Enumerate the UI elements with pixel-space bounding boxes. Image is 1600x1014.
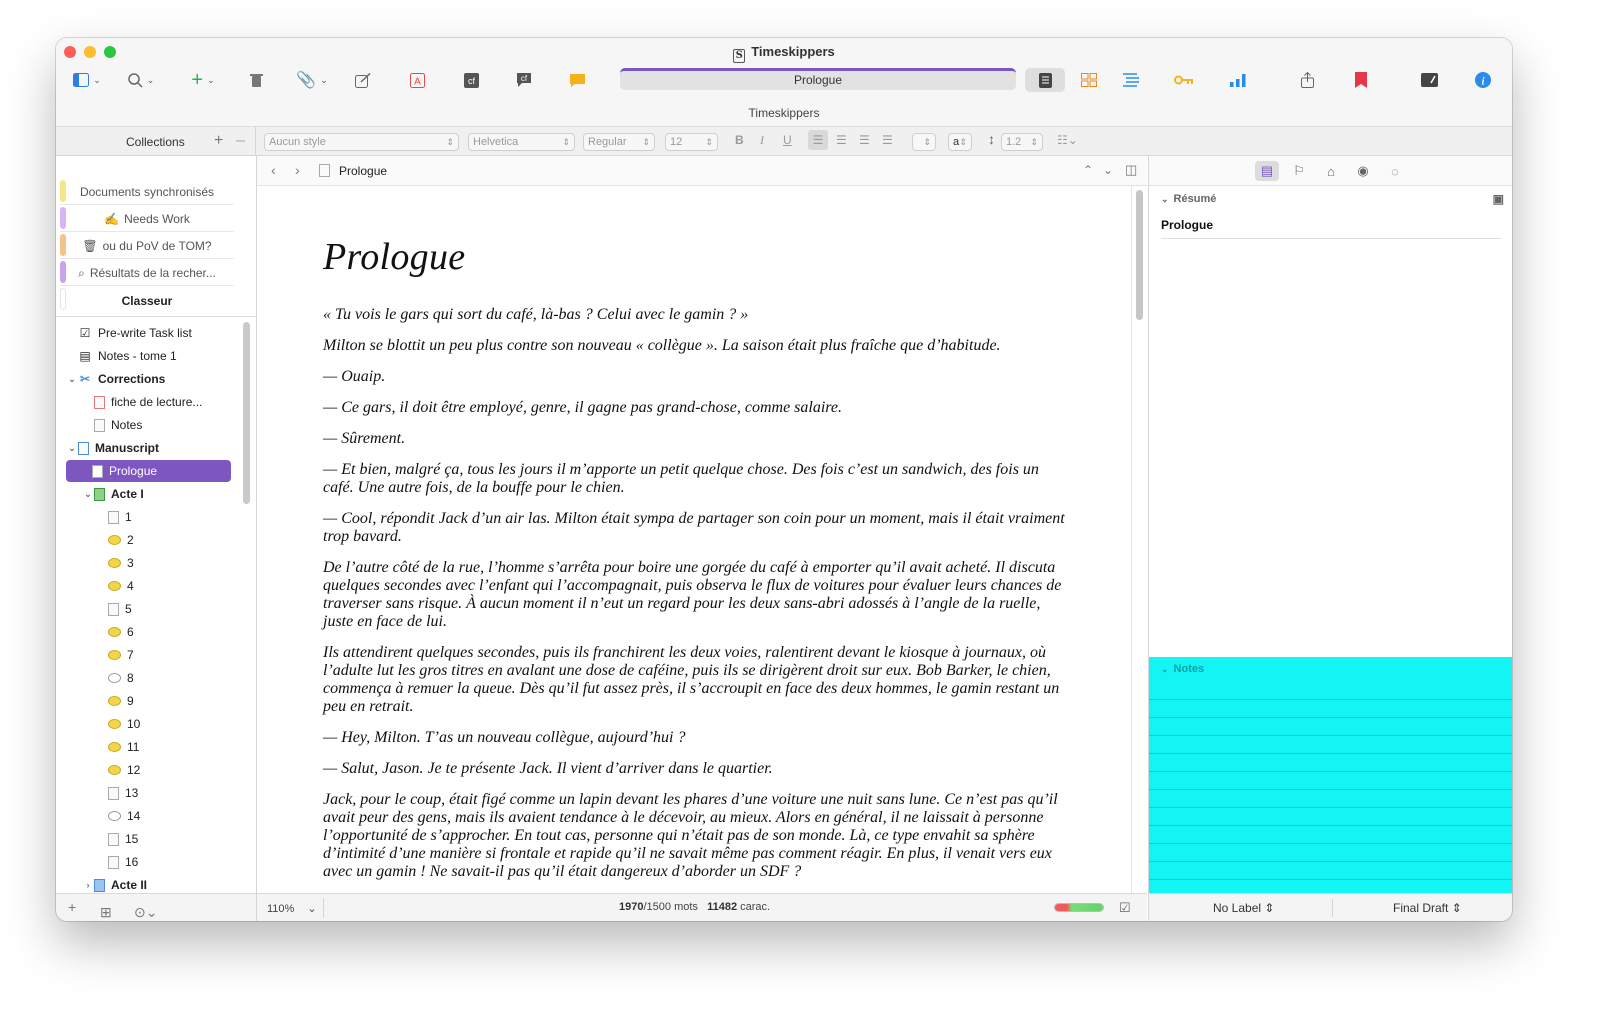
binder-item-scene[interactable] [66,621,231,643]
target-progress-fill [1055,904,1103,911]
binder-item-label: 9 [127,694,134,708]
chevron-down-icon: ⌄ [307,903,317,915]
composition-mode-button[interactable] [1418,68,1440,92]
collection-label: Needs Work [124,212,190,226]
comment-button[interactable] [566,68,588,92]
document-icon [108,787,119,800]
svg-text:A: A [413,76,421,87]
split-view-icon: ◫ [1125,162,1138,177]
document-title-bar[interactable]: Prologue [620,68,1016,90]
inspector-tabs [1149,156,1512,186]
collections-header [56,127,256,156]
share-icon [1301,72,1314,88]
paragraph: — Cool, répondit Jack d’un air las. Milton était sympa de partager son coin pour un moment, mais il était vraiment trop bavard. [323,510,1065,545]
keywords-button[interactable] [1172,68,1196,92]
list-icon: ☷⌄ [1057,133,1078,147]
paragraph: — Ouaip. [323,368,386,385]
binder-item-label: 10 [127,717,141,731]
binder-item-notes-tome[interactable] [66,345,231,367]
binder-item-scene[interactable] [66,759,231,781]
split-editor-button[interactable] [1125,162,1137,178]
speech-bubble-icon: ◌ [1391,163,1399,179]
comment-bubble-icon [108,719,121,729]
binder-item-label: Pre-write Task list [98,326,192,340]
binder-item-scene[interactable] [66,506,231,528]
outline-icon [1123,73,1139,87]
app-icon: S [733,49,745,63]
chevron-down-icon: ⌄ [1161,664,1169,674]
collection-label: Résultats de la recher... [89,266,216,280]
binder-item-label: 4 [127,579,134,593]
binder-item-fiche[interactable] [66,391,231,413]
collection-label: Classeur [121,293,173,308]
collection-label: Documents synchronisés [79,185,215,199]
inspector-toggle-button[interactable] [1472,68,1494,92]
document-icon [92,465,103,478]
project-subtitle: Timeskippers [748,106,820,120]
back-button[interactable] [271,162,276,178]
search-button[interactable]: ⌄ [122,68,160,92]
checkbox-icon: ☑ [79,326,91,340]
svg-text:i: i [1481,75,1485,88]
target-progress-bar [1054,903,1104,912]
binder-item-label: 5 [125,602,132,616]
word-count [619,901,770,913]
justify-icon: ☰ [882,133,893,147]
comment-cf-button[interactable] [513,68,535,92]
text-format-button[interactable] [406,68,428,92]
binder-item-scene[interactable] [66,529,231,551]
bold-button[interactable]: B [735,133,744,147]
chevron-left-icon: ‹ [271,162,276,178]
chevron-right-icon: › [295,162,300,178]
binder-item-label: 2 [127,533,134,547]
align-center-icon: ☰ [836,133,847,147]
comment-bubble-icon [108,742,121,752]
align-left-icon: ☰ [812,133,824,147]
binder-item-scene[interactable] [66,851,231,873]
line-spacing-select[interactable]: 1.2 ⇕ [1001,133,1043,151]
comment-bubble-icon [108,696,121,706]
disclosure-chevron-icon[interactable]: ⌄ [68,373,76,384]
comment-bubble-outline-icon [108,673,121,683]
divider [56,316,256,317]
binder-item-scene[interactable] [66,782,231,804]
disclosure-chevron-icon[interactable]: › [86,880,90,890]
sidebar [56,156,257,893]
comment-bubble-icon [108,558,121,568]
justify-button[interactable] [882,133,893,147]
toolbar [56,66,1512,96]
add-icon: + [191,68,204,91]
zoom-value: 110% [267,903,295,915]
document-icon [94,419,105,432]
camera-icon: ◉ [1357,163,1369,178]
binder-item-scene[interactable] [66,575,231,597]
status-value: Final Draft [1393,901,1449,915]
document-view-button[interactable] [1034,68,1056,92]
comment-bubble-icon [108,627,121,637]
highlight-color-select[interactable] [912,133,936,151]
paragraph: — Salut, Jason. Je te présente Jack. Il vient d’arriver dans le quartier. [323,760,773,777]
bookmark-button[interactable] [1350,68,1372,92]
collection-binder[interactable] [60,288,234,313]
target-button[interactable] [1119,900,1131,916]
word-target: /1500 mots [643,901,698,913]
document-icon [319,164,330,177]
paragraph: — Et bien, malgré ça, tous les jours il m’apporte un petit quelque chose. Des fois c’est un sandwich, des fois un café. Une autre fois, de la bouffe pour le chien. [323,461,1039,496]
zoom-select[interactable] [267,902,317,915]
notes-icon: ▤ [1260,163,1274,178]
comment-icon [569,73,586,88]
paragraph: Ils attendirent quelques secondes, puis ils franchirent les deux voies, ralentirent devant le kiosque à journaux, où l’adulte lut les gros titres en avalant une dose de caféine, puis ils se dirigèrent droit sur eux. Bob Barker, le chien, commença à remuer la queue. Dès qu’il fut assez près, il s’accroupit en face des deux hommes, le gamin restant un peu en retrait. [323,644,1060,715]
binder-item-label: 7 [127,648,134,662]
paragraph: — Hey, Milton. T’as un nouveau collègue, aujourd’hui ? [323,729,686,746]
previous-document-button[interactable] [1083,163,1093,177]
align-right-icon: ☰ [859,133,870,147]
chevron-down-icon: ⌄ [1161,194,1169,204]
document-icon [108,856,119,869]
word-count-value: 1970 [619,901,644,913]
bookmark-icon [1355,72,1367,88]
divider [1332,899,1333,917]
document-icon [108,833,119,846]
sidebar-icon [73,73,89,87]
attach-button[interactable]: 📎 ⌄ [296,72,328,89]
binder-item-label: Acte II [111,878,148,892]
binder-item-prewrite[interactable] [66,322,231,344]
trash-icon [250,73,263,88]
folder-plus-icon: ⊞ [100,904,112,920]
label-value: No Label [1213,901,1262,915]
binder-item-scene[interactable] [66,644,231,666]
notes-area[interactable] [1149,657,1512,893]
statistics-button[interactable] [1227,68,1249,92]
window-title [56,44,1512,63]
disclosure-chevron-icon[interactable]: ⌄ [68,442,76,453]
window-title-text: Timeskippers [751,44,835,59]
font-weight-select[interactable]: Regular ⇕ [583,133,655,151]
comment-bubble-outline-icon [108,811,121,821]
paragraph: Jack, pour le coup, était figé comme un lapin devant les phares d’une voiture une nuit sans lune. Ce n’est pas qu’il avait peur des gens, mais ils avaient tendance à le décevoir, au mieux. Alors en général, il ne laissait à personne l’opportunité de s’approcher. En tout cas, personne qui n’était pas de son monde. Là, ce type envahit sa sphère d’intimité d’une manière si frontale et rapide qu’il ne savait même pas comment réagir. En plus, il venait vers eux avec un gamin ! Ne savait-il pas qu’il était dangereux d’aborder un SDF ? [323,791,1058,880]
binder-item-label: 6 [127,625,134,639]
notes-header[interactable] [1149,657,1512,681]
corkboard-icon [1081,73,1097,87]
search-icon [128,73,143,88]
binder-item-label: Acte I [111,487,144,501]
scissors-icon: ✂ [79,372,91,386]
remove-collection-button[interactable]: – [236,132,245,149]
forward-button[interactable] [295,162,300,178]
binder-item-acte-1[interactable] [66,483,231,505]
italic-button[interactable]: I [760,133,764,147]
tab-metadata[interactable] [1319,161,1343,181]
collection-needs-work[interactable] [60,207,234,232]
binder-item-label: Prologue [109,464,158,478]
svg-text:cf: cf [467,75,475,86]
search-icon: ⌕ [78,265,85,280]
binder-item-label: Notes - tome 1 [98,349,177,363]
binder-item-label: Notes [111,418,143,432]
binder-item-notes[interactable] [66,414,231,436]
binder-item-label: 16 [125,855,139,869]
chevron-down-icon: ⌄ [1103,163,1114,177]
updown-chevron-icon: ⇕ [1264,901,1275,915]
notes-header-label: Notes [1173,663,1205,675]
char-count-value: 11482 [707,901,738,913]
editor-header [257,156,1147,186]
binder-item-label: 3 [127,556,134,570]
binder-item-label: 14 [127,809,141,823]
ellipsis-circle-icon: ⊙⌄ [134,904,158,920]
svg-text:cf: cf [520,74,528,83]
collection-pov-tom[interactable] [60,234,234,259]
underline-button[interactable]: U [783,133,792,147]
share-button[interactable] [1296,68,1318,92]
manuscript-icon [78,442,89,455]
paperclip-icon: 📎 [296,72,317,89]
text-format-icon [410,73,425,88]
editor-scrollbar[interactable] [1136,190,1143,320]
tab-comments[interactable] [1383,161,1407,181]
comment-bubble-icon [108,765,121,775]
binder-item-scene[interactable] [66,713,231,735]
list-button[interactable] [1057,133,1078,147]
text-color-select[interactable]: a ⇕ [948,133,972,151]
cf-icon [464,73,479,88]
tab-bookmarks[interactable] [1287,161,1311,181]
add-button[interactable]: + ⌄ [191,68,215,91]
divider [323,898,324,918]
notebook-icon: ▤ [79,349,91,363]
binder-item-label: 11 [127,740,140,754]
comment-bubble-icon [108,581,121,591]
paragraph: — Sûrement. [323,430,406,447]
comment-bubble-icon [108,650,121,660]
collection-search-results[interactable] [60,261,234,286]
add-collection-button[interactable]: + [214,132,224,149]
tab-snapshots[interactable] [1351,161,1375,181]
binder-item-scene[interactable] [66,805,231,827]
paragraph: — Ce gars, il doit être employé, genre, il gagne pas grand-chose, comme salaire. [323,399,843,416]
sidebar-toggle-button[interactable]: ⌄ [70,68,104,92]
binder-item-label: 13 [125,786,139,800]
disclosure-chevron-icon[interactable]: ⌄ [84,488,92,499]
binder-item-scene[interactable] [66,667,231,689]
key-icon [1174,74,1194,86]
inspector [1148,156,1512,893]
binder-item-manuscript[interactable] [66,437,231,459]
paragraph: Milton se blottit un peu plus contre son nouveau « collègue ». La saison était plus fraîche que d’habitude. [323,337,1001,354]
binder-item-scene[interactable] [66,736,231,758]
binder-item-label: 8 [127,671,134,685]
bookmark-outline-icon: ⚐ [1293,163,1305,178]
comment-cf-icon [516,72,532,88]
outline-button[interactable] [1120,68,1142,92]
binder-item-label: fiche de lecture... [111,395,203,409]
stats-icon [1230,73,1247,87]
inspector-footer [1148,893,1512,921]
editor-footer [257,893,1147,921]
binder-item-label: Manuscript [95,441,160,455]
trash-icon: 🗑 [82,239,98,253]
paragraph: « Tu vois le gars qui sort du café, là-bas ? Celui avec le gamin ? » [323,306,749,323]
image-icon[interactable]: ▣ [1492,192,1504,206]
info-icon [1475,72,1491,88]
binder-item-prologue[interactable] [66,460,231,482]
collection-label: ou du PoV de TOM? [102,239,212,253]
folder-stack-icon [94,879,105,892]
align-left-button[interactable] [808,130,828,150]
document-icon [108,603,119,616]
binder-item-scene[interactable] [66,828,231,850]
font-size-select[interactable]: 12 ⇕ [665,133,718,151]
format-bar [56,127,1512,156]
tab-notes[interactable] [1255,161,1279,181]
cf-button[interactable] [460,68,482,92]
chevron-up-icon: ⌃ [1083,163,1094,177]
editor-header-title[interactable]: Prologue [339,164,388,178]
folder-stack-icon [94,488,105,501]
binder-item-scene[interactable] [66,690,231,712]
style-select[interactable]: Aucun style ⇕ [264,133,459,151]
editor[interactable] [257,186,1147,893]
binder-item-label: 1 [125,510,132,524]
window-chrome [56,38,1512,127]
trash-button[interactable] [246,68,266,92]
pencil-icon: ✍ [104,212,120,226]
collection-synced-documents[interactable] [60,180,234,205]
char-label: carac. [740,901,771,913]
composition-icon [1421,73,1438,87]
binder-item-label: 15 [125,832,139,846]
edit-icon [355,73,371,88]
editor-text[interactable] [323,236,1073,893]
binder-item-label: 12 [127,763,141,777]
synopsis-title[interactable]: Prologue [1161,218,1501,239]
status-select[interactable] [1393,901,1462,915]
document-title: Prologue [323,236,466,278]
edit-button[interactable] [352,68,374,92]
updown-chevron-icon: ⇕ [1451,901,1462,915]
tag-icon: ⌂ [1327,163,1335,179]
target-icon: ☑ [1119,900,1131,915]
scroll-track [1131,186,1132,893]
binder-item-scene[interactable] [66,598,231,620]
paragraph: De l’autre côté de la rue, l’homme s’arrêta pour boire une gorgée du café à emporter qu’il avait acheté. Il discuta quelques secondes avec l’enfant qui l’accompagnait, puis observa le flux de voitures pour évaluer leurs chances de traverser sans risque. À aucun moment il n’eut un regard pour les deux sans-abri adossés à l’angle de la ruelle, juste en face de lui. [323,559,1062,630]
synopsis-header-label: Résumé [1173,193,1217,205]
document-icon [94,396,105,409]
binder-scrollbar[interactable] [243,322,250,504]
document-view-icon [1039,73,1052,88]
corkboard-button[interactable] [1078,68,1100,92]
binder-item-corrections[interactable] [66,368,231,390]
document-icon [108,511,119,524]
app-window [56,38,1512,921]
comment-bubble-icon [108,535,121,545]
collections-label: Collections [126,135,185,149]
add-item-button[interactable]: + [68,899,77,915]
font-select[interactable]: Helvetica ⇕ [468,133,575,151]
next-document-button[interactable] [1103,163,1113,177]
align-right-button[interactable] [859,133,870,147]
label-select[interactable] [1213,901,1274,915]
sidebar-footer [56,893,257,921]
binder-item-scene[interactable] [66,552,231,574]
synopsis-header[interactable] [1149,187,1512,211]
align-center-button[interactable] [836,133,847,147]
line-spacing-icon: ↕ [988,131,995,147]
binder-item-label: Corrections [98,372,166,386]
